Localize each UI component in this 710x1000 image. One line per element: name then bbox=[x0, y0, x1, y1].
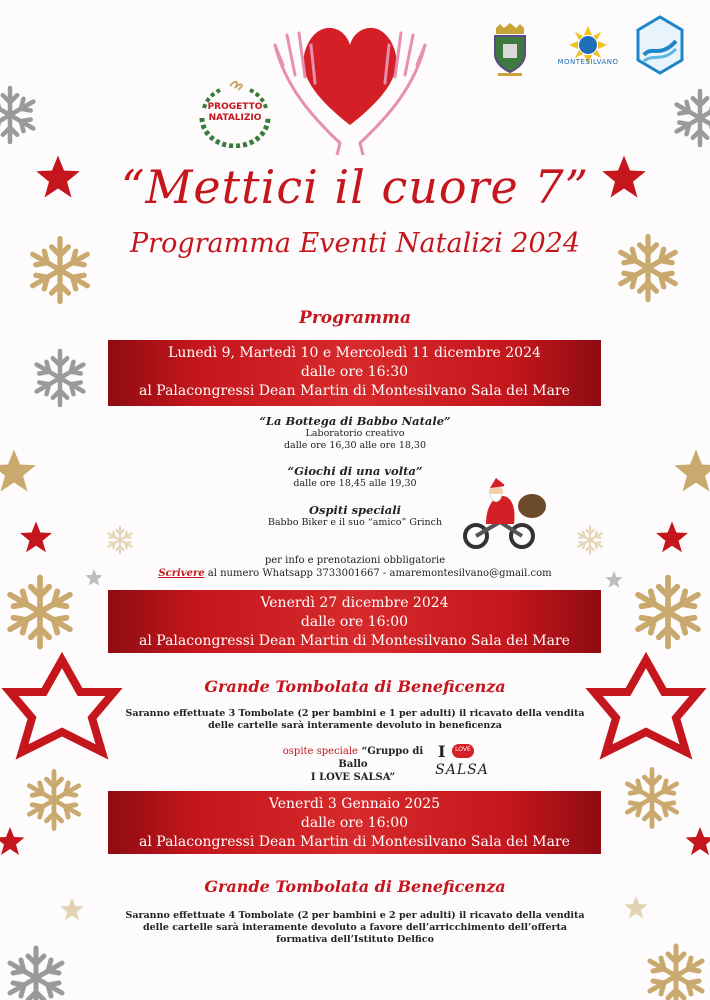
i-love-salsa-logo bbox=[434, 742, 490, 782]
activity-line: Laboratorio creativo bbox=[305, 428, 405, 439]
progetto-natalizio-badge bbox=[190, 78, 280, 148]
event1-venue: al Palacongressi Dean Martin di Montesilvano Sala del Mare bbox=[139, 383, 570, 399]
montesilvano-logo-text: MONTESILVANO bbox=[557, 58, 619, 66]
activity-ospiti bbox=[0, 503, 710, 529]
event2-heading: Grande Tombolata di Beneficenza bbox=[204, 677, 506, 696]
event3-description bbox=[0, 910, 710, 946]
event3-date: Venerdì 3 Gennaio 2025 bbox=[268, 796, 441, 812]
snowflake-icon bbox=[578, 527, 601, 554]
activity-giochi bbox=[0, 464, 710, 490]
poster-title: “Mettici il cuore 7” bbox=[120, 160, 590, 214]
activity-title: Ospiti speciali bbox=[309, 503, 401, 517]
snowflake-icon bbox=[677, 91, 710, 145]
guest-name-line2: I LOVE SALSA” bbox=[310, 772, 396, 783]
snowflake-icon bbox=[650, 946, 702, 1000]
snowflake-icon bbox=[10, 578, 70, 647]
santa-biker-illustration bbox=[460, 478, 550, 550]
montesilvano-logo bbox=[558, 25, 618, 75]
event2-time: dalle ore 16:00 bbox=[300, 614, 409, 630]
event2-banner bbox=[108, 590, 601, 653]
event2-desc2: delle cartelle sarà interamente devoluto in beneficenza bbox=[208, 720, 502, 731]
salsa-logo-word: SALSA bbox=[435, 762, 489, 778]
snowflake-icon bbox=[0, 88, 33, 142]
event3-desc1: Saranno effettuate 4 Tombolate (2 per bambini e 2 per adulti) il ricavato della vendita bbox=[125, 910, 585, 921]
booking-info-line1: per info e prenotazioni obbligatorie bbox=[264, 555, 446, 566]
badge-line1: PROGETTO bbox=[207, 102, 263, 112]
activity-bottega bbox=[0, 414, 710, 452]
event2-guest bbox=[278, 745, 428, 784]
activity-title: “La Bottega di Babbo Natale” bbox=[259, 414, 451, 428]
snowflake-icon bbox=[638, 578, 698, 647]
event3-desc3: formativa dell’Istituto Delfico bbox=[276, 934, 434, 945]
guest-name-line1: “Gruppo di Ballo bbox=[338, 746, 424, 770]
activity-line: dalle ore 16,30 alle ore 18,30 bbox=[283, 440, 427, 451]
event3-heading: Grande Tombolata di Beneficenza bbox=[204, 877, 506, 896]
booking-info bbox=[0, 554, 710, 580]
booking-info-line2 bbox=[0, 567, 710, 580]
activity-line: dalle ore 18,45 alle 19,30 bbox=[293, 478, 417, 489]
snowflake-icon bbox=[37, 351, 84, 405]
star-outline-icon bbox=[10, 660, 114, 752]
star-icon bbox=[0, 827, 25, 855]
snowflake-icon bbox=[10, 948, 62, 1000]
event2-date: Venerdì 27 dicembre 2024 bbox=[260, 595, 449, 611]
star-icon bbox=[686, 827, 710, 855]
badge-line2: NATALIZIO bbox=[208, 113, 262, 123]
event3-banner bbox=[108, 791, 601, 854]
heart-hands-logo bbox=[265, 5, 435, 155]
snowflake-icon bbox=[29, 772, 78, 829]
event3-time: dalle ore 16:00 bbox=[300, 815, 409, 831]
contact-details: al numero Whatsapp 3733001667 - amaremontesilvano@gmail.com bbox=[204, 568, 552, 579]
activity-title: “Giochi di una volta” bbox=[287, 464, 423, 478]
coat-of-arms-logo bbox=[490, 22, 530, 77]
poster-subtitle: Programma Eventi Natalizi 2024 bbox=[130, 228, 580, 259]
snowflake-icon bbox=[108, 527, 131, 554]
snowflake-icon bbox=[627, 770, 676, 827]
event3-venue: al Palacongressi Dean Martin di Montesilvano Sala del Mare bbox=[139, 834, 570, 850]
event1-dates: Lunedì 9, Martedì 10 e Mercoledì 11 dicembre 2024 bbox=[168, 345, 541, 361]
association-logo bbox=[630, 15, 690, 75]
event3-desc2: delle cartelle sarà interamente devoluto a favore dell’arricchimento dell’offerta bbox=[142, 922, 568, 933]
event2-desc1: Saranno effettuate 3 Tombolate (2 per bambini e 1 per adulti) il ricavato della vendita bbox=[125, 708, 585, 719]
event2-venue: al Palacongressi Dean Martin di Montesilvano Sala del Mare bbox=[139, 633, 570, 649]
activity-line: Babbo Biker e il suo “amico” Grinch bbox=[267, 517, 443, 528]
guest-label: ospite speciale bbox=[282, 746, 358, 757]
event1-time: dalle ore 16:30 bbox=[300, 364, 409, 380]
event2-description bbox=[0, 708, 710, 732]
program-heading: Programma bbox=[299, 308, 411, 328]
salsa-logo-love: LOVE bbox=[455, 746, 471, 753]
write-label: Scrivere bbox=[158, 568, 205, 579]
salsa-logo-i: I bbox=[438, 742, 446, 761]
event1-banner bbox=[108, 340, 601, 406]
star-outline-icon bbox=[594, 660, 698, 752]
